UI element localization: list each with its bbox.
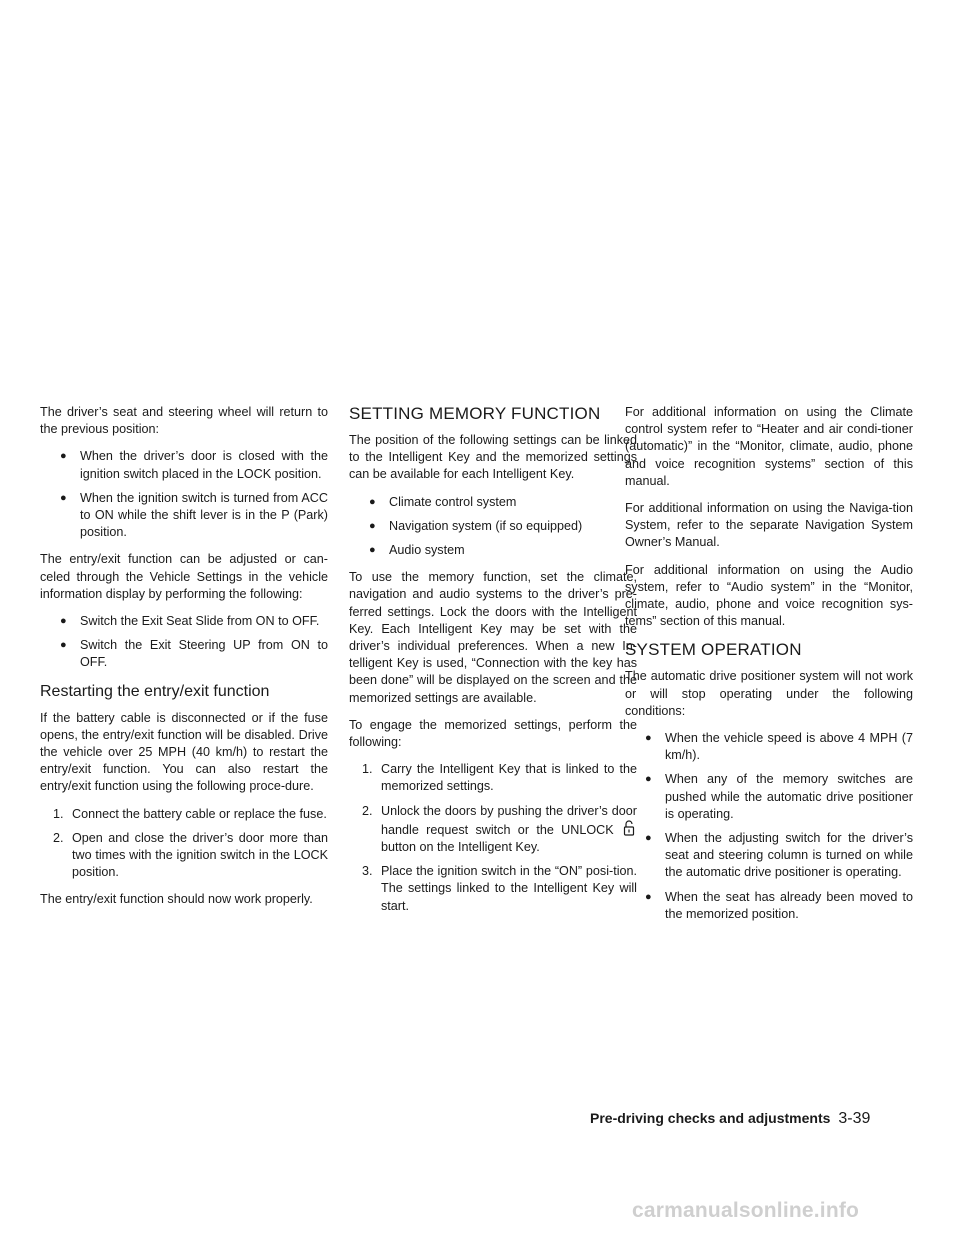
return-intro: The driver’s seat and steering wheel will return to the previous position: (40, 405, 328, 437)
step-text: Unlock the doors by pushing the driver’s door handle request switch or the UNLOCK (381, 803, 637, 837)
list-item: ● When any of the memory switches are pushed while the automatic drive positioner is operating. (625, 771, 913, 823)
list-item (40, 806, 328, 823)
use-paragraph: To use the memory function, set the climate, navigation and audio systems to the driver’s pre-ferred settings. Lock the doors with the Intelligent Key. Each Intelligent Key may be set with the driver’s individual preferences. When a new In-telligent Key is used, “Connection with the key has been done” will be displayed on the screen and the memorized settings are available. (349, 570, 637, 705)
column-left (40, 404, 328, 919)
step-text: button on the Intelligent Key. (381, 840, 540, 855)
adjust-intro: The entry/exit function can be adjusted or can-celed through the Vehicle Settings in the vehicle information display by performing the following: (40, 552, 328, 601)
closing-paragraph: The entry/exit function should now work properly. (40, 892, 313, 907)
conditions-list (625, 730, 913, 923)
climate-info-paragraph: For additional information on using the Climate control system refer to “Heater and air condi-tioner (automatic)” in the “Monitor, climate, audio, phone and voice recognition systems” section of this manual. (625, 405, 913, 488)
restart-paragraph: If the battery cable is disconnected or if the fuse opens, the entry/exit function will be disabled. Drive the vehicle over 25 MPH (40 km/h) to restart the entry/exit function. You can also restart the entry/exit function using the following proce-dure. (40, 710, 328, 794)
step-text: Connect the battery cable or replace the fuse. (72, 806, 327, 821)
audio-info-paragraph: For additional information on using the Audio system, refer to “Audio system” in the “Monitor, climate, audio, phone and voice recognition sys-tems” section of this manual. (625, 562, 913, 629)
step-text: Carry the Intelligent Key that is linked to the memorized settings. (381, 762, 637, 794)
step-number: 1. (53, 806, 64, 821)
list-item (349, 863, 637, 915)
column-middle (349, 404, 637, 925)
list-item: ● Climate control system (349, 494, 637, 511)
list-item (349, 803, 637, 857)
list-item: ● Audio system (349, 542, 637, 559)
adjust-steps-list (40, 613, 328, 672)
restart-heading: Restarting the entry/exit function (40, 682, 270, 700)
step-text: Place the ignition switch in the “ON” posi-tion. The settings linked to the Intelligent Key will start. (381, 864, 637, 913)
list-item: ● When the driver’s door is closed with the ignition switch placed in the LOCK position. (40, 448, 328, 482)
watermark: carmanualsonline.info (632, 1199, 860, 1222)
step-number: 2. (362, 803, 373, 818)
list-item: ● When the vehicle speed is above 4 MPH (7 km/h). (625, 730, 913, 764)
list-item: ● Switch the Exit Seat Slide from ON to OFF. (40, 613, 328, 630)
page-footer (590, 1110, 922, 1132)
list-item: ● Navigation system (if so equipped) (349, 518, 637, 535)
list-item (349, 761, 637, 795)
system-operation-heading: SYSTEM OPERATION (625, 640, 802, 660)
page-number: 3-39 (838, 1110, 871, 1127)
memory-intro: The position of the following settings can be linked to the Intelligent Key and the memorized settings can be available for each Intelligent Key. (349, 433, 637, 482)
memory-heading: SETTING MEMORY FUNCTION (349, 404, 601, 423)
return-conditions-list (40, 448, 328, 541)
navigation-info-paragraph: For additional information on using the Naviga-tion System, refer to the separate Navigation System Owner’s Manual. (625, 501, 913, 550)
column-right (625, 404, 913, 933)
restart-steps-list (40, 806, 328, 882)
engage-steps-list (349, 761, 637, 915)
list-item: ● When the ignition switch is turned from ACC to ON while the shift lever is in the P (Park) position. (40, 490, 328, 542)
settings-list (349, 494, 637, 560)
step-number: 3. (362, 864, 373, 879)
list-item: ● When the adjusting switch for the driver’s seat and steering column is turned on while the automatic drive positioner is operating. (625, 830, 913, 882)
section-title: Pre-driving checks and adjustments (590, 1110, 831, 1126)
operation-intro: The automatic drive positioner system will not work or will stop operating under the following conditions: (625, 669, 913, 718)
step-number: 1. (362, 762, 373, 777)
engage-intro: To engage the memorized settings, perform the following: (349, 717, 637, 750)
list-item: ● When the seat has already been moved to the memorized position. (625, 889, 913, 923)
step-number: 2. (53, 830, 64, 845)
list-item: ● Switch the Exit Steering UP from ON to OFF. (40, 637, 328, 671)
step-text: Open and close the driver’s door more than two times with the ignition switch in the LOCK position. (72, 830, 328, 880)
list-item (40, 830, 328, 882)
